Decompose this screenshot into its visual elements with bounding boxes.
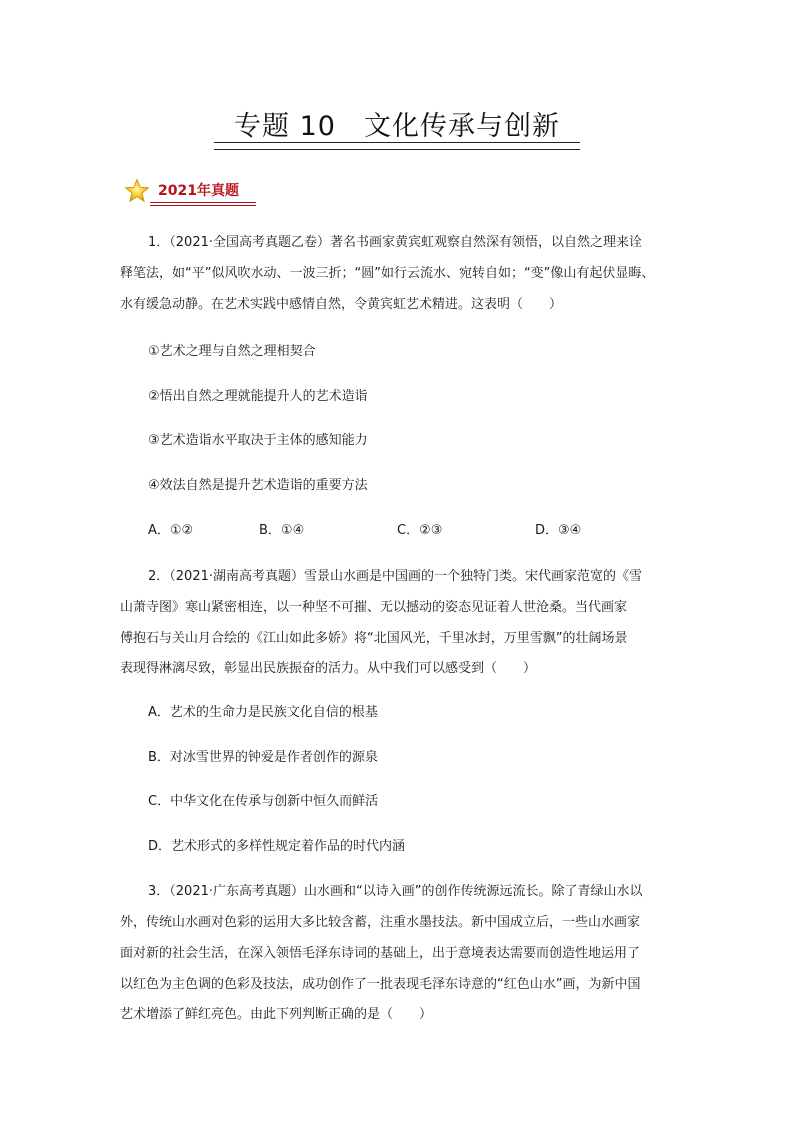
section-tag-label: 2021年真题 [158,183,239,199]
q1-option-d[interactable]: D．③④ [535,523,582,538]
title-wrap [0,104,794,147]
q1-statement-4: ④效法自然是提升艺术造诣的重要方法 [148,478,368,493]
title-double-underline [214,142,580,150]
star-icon [124,178,150,204]
q3-stem-4: 以红色为主色调的色彩及技法，成功创作了一批表现毛泽东诗意的“红色山水”画，为新中国 [120,977,641,992]
section-tag-underline-2 [150,205,256,206]
q2-option-b[interactable]: B．对冰雪世界的钟爱是作者创作的源泉 [148,750,378,765]
page-title: 专题 10 文化传承与创新 [234,111,560,142]
q2-source: 2．（2021·湖南高考真题） [148,569,304,584]
q3-source: 3．（2021·广东高考真题） [148,884,304,899]
q2-stem-2: 山萧寺图》寒山紧密相连，以一种坚不可摧、无以撼动的姿态见证着人世沧桑。当代画家 [120,600,628,615]
q3-stem-3: 面对新的社会生活，在深入领悟毛泽东诗词的基础上，出于意境表达需要而创造性地运用了 [120,946,641,961]
q1-option-c[interactable]: C．②③ [397,523,443,538]
q2-option-d[interactable]: D．艺术形式的多样性规定着作品的时代内涵 [148,839,406,854]
q1-statement-2: ②悟出自然之理就能提升人的艺术造诣 [148,389,368,404]
q1-source: 1．（2021·全国高考真题乙卷） [148,235,330,250]
q1-option-b[interactable]: B．①④ [259,523,305,538]
q1-statement-3: ③艺术造诣水平取决于主体的感知能力 [148,433,368,448]
q1-line-1 [148,231,642,250]
q2-option-c[interactable]: C．中华文化在传承与创新中恒久而鲜活 [148,794,379,809]
q3-stem-2: 外，传统山水画对色彩的运用大多比较含蓄，注重水墨技法。新中国成立后，一些山水画家 [120,915,641,930]
q1-statement-1: ①艺术之理与自然之理相契合 [148,344,316,359]
section-tag [124,178,264,206]
q3-stem-1: 山水画和“以诗入画”的创作传统源远流长。除了青绿山水以 [304,884,643,899]
q2-stem-1: 雪景山水画是中国画的一个独特门类。宋代画家范宽的《雪 [304,569,643,584]
q1-option-a[interactable]: A．①② [148,523,194,538]
q2-option-a[interactable]: A．艺术的生命力是民族文化自信的根基 [148,705,378,720]
section-tag-underline [150,202,256,203]
q2-stem-3: 傅抱石与关山月合绘的《江山如此多娇》将“北国风光，千里冰封，万里雪飘”的壮阔场景 [120,631,628,646]
q3-line-1 [148,880,642,899]
q2-line-1 [148,565,642,584]
q1-stem-3: 水有缓急动静。在艺术实践中感情自然，令黄宾虹艺术精进。这表明（ ） [120,297,563,312]
q1-stem-1: 著名书画家黄宾虹观察自然深有领悟，以自然之理来诠 [330,235,643,250]
q3-stem-5: 艺术增添了鲜红亮色。由此下列判断正确的是（ ） [120,1007,433,1022]
q1-stem-2: 释笔法，如“平”似风吹水动、一波三折；“圆”如行云流水、宛转自如；“变”像山有起伏显晦、 [120,266,655,281]
q2-stem-4: 表现得淋漓尽致，彰显出民族振奋的活力。从中我们可以感受到（ ） [120,661,537,676]
